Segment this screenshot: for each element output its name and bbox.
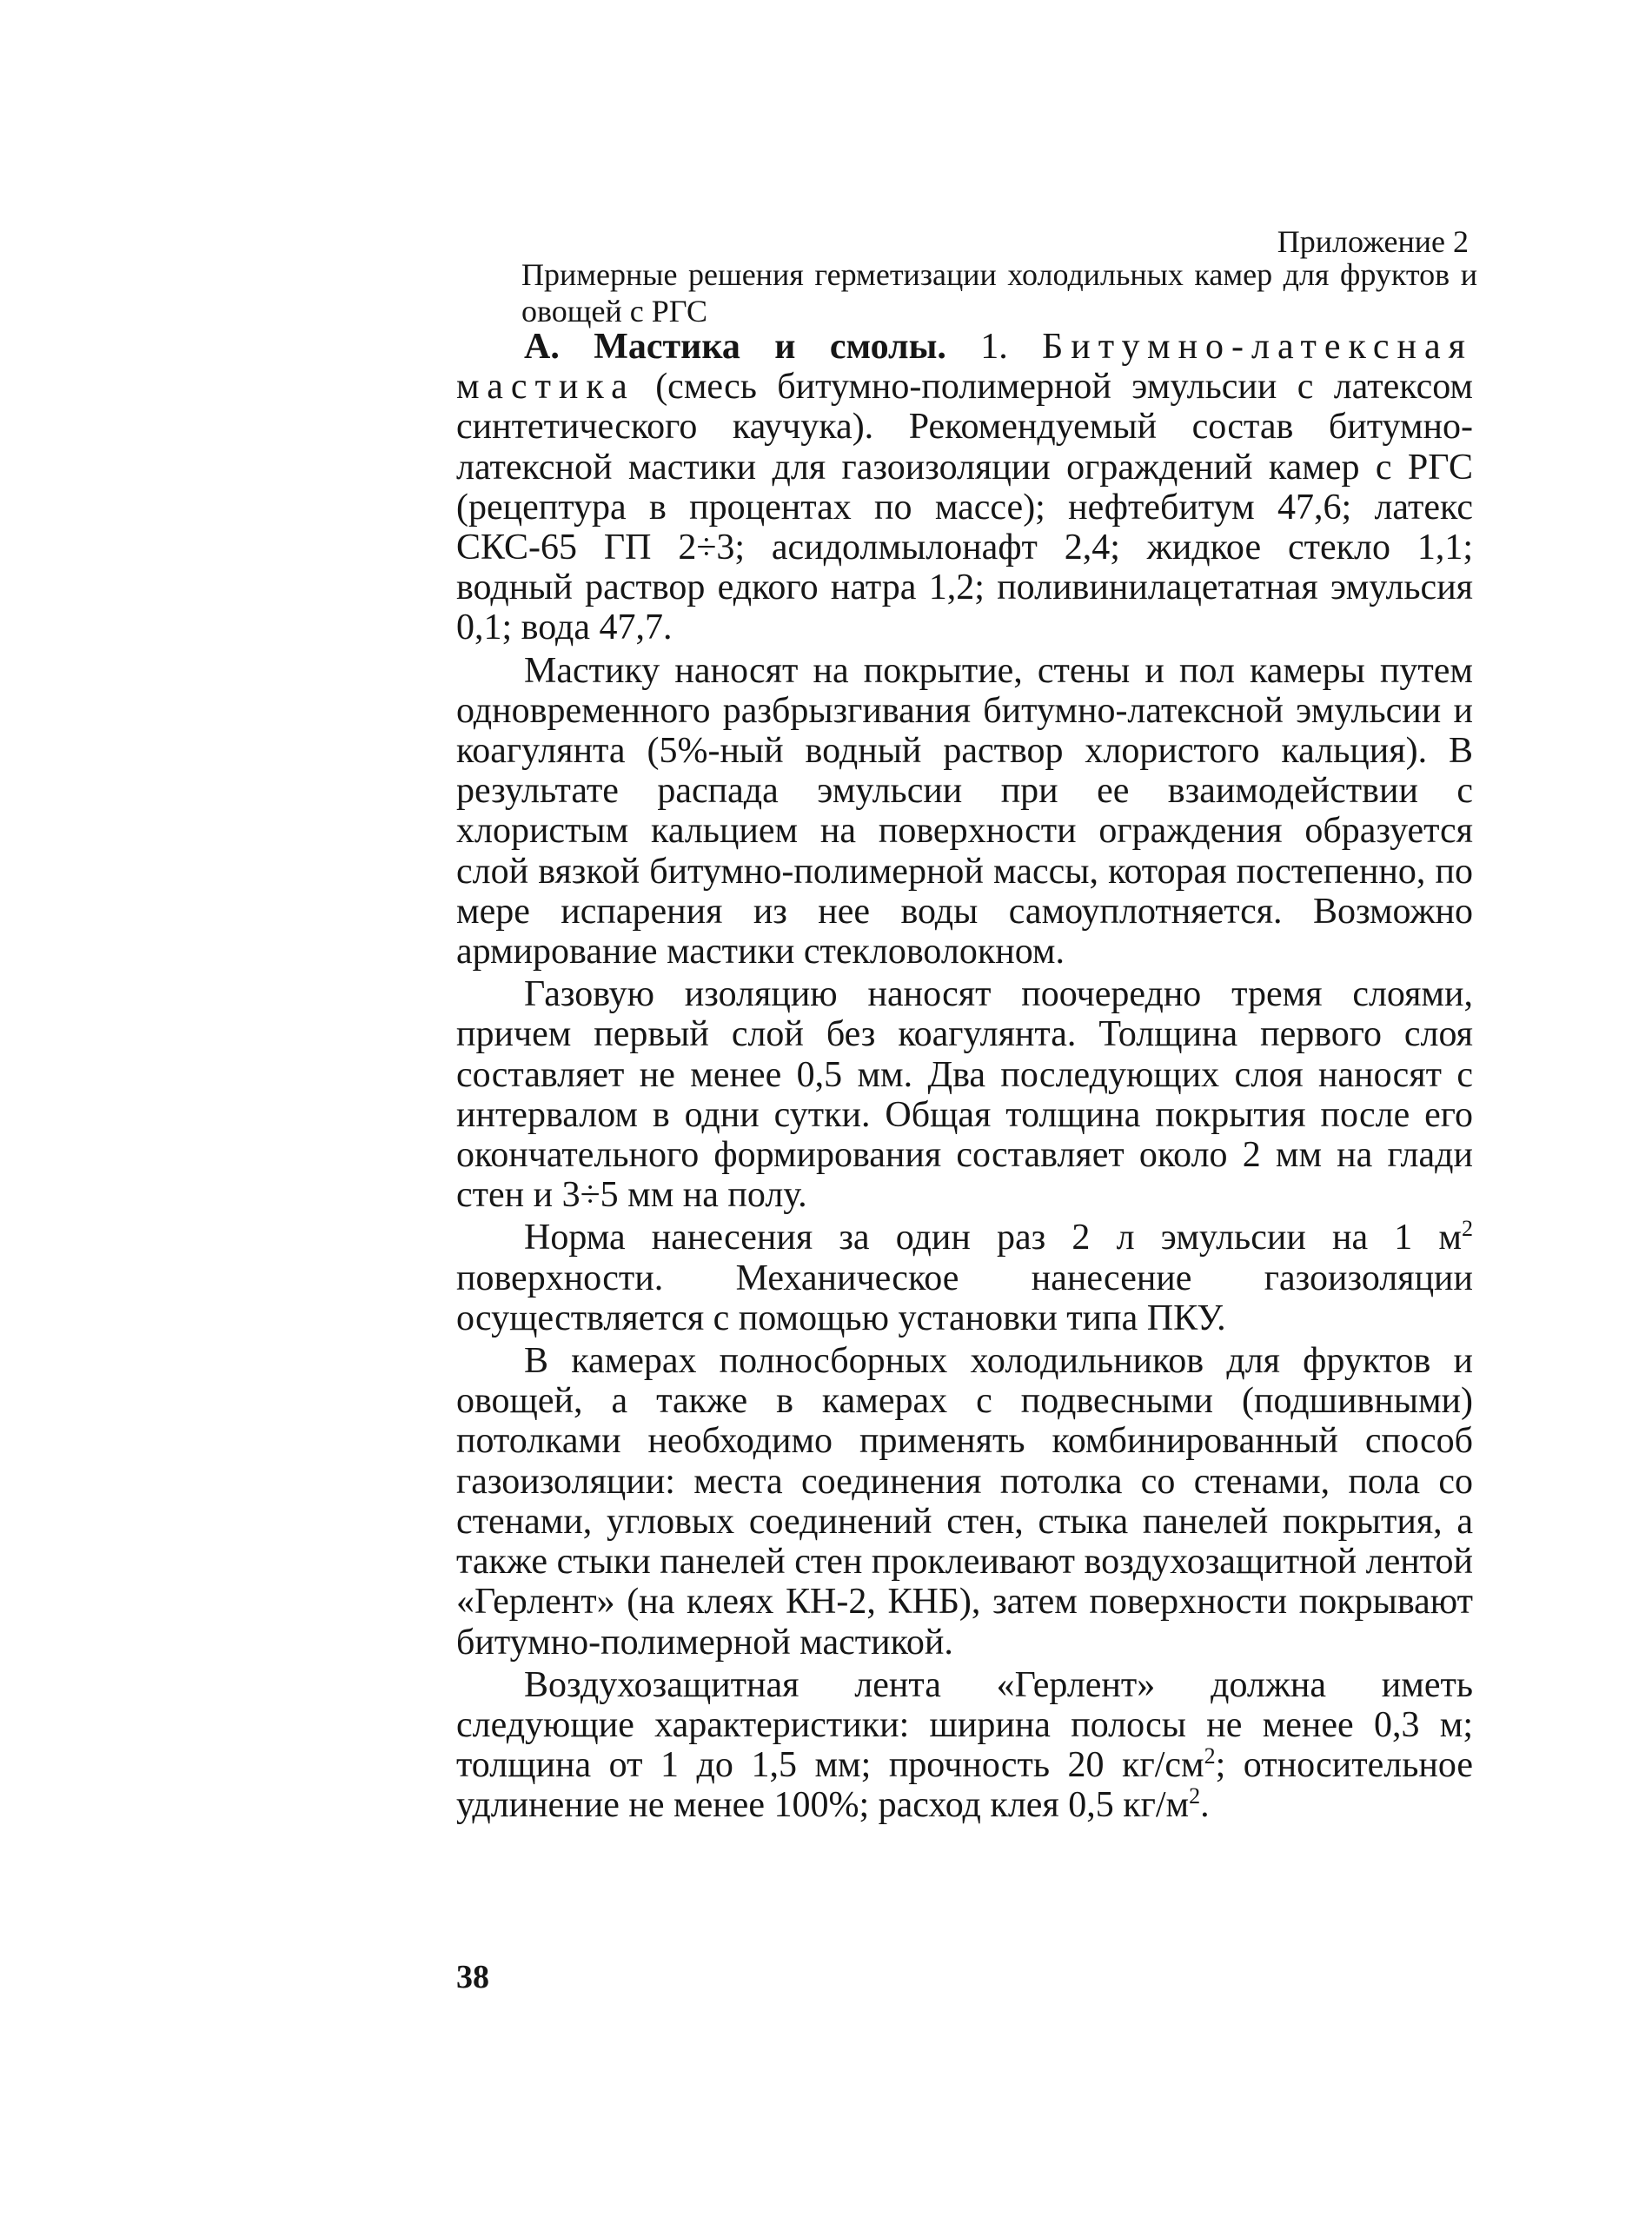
superscript: 2 [1462, 1216, 1473, 1242]
appendix-title: Примерные решения герметизации холодильных камер для фруктов и овощей с РГС [521, 257, 1477, 329]
page-number: 38 [456, 1959, 489, 1995]
tape-text-end: . [1200, 1785, 1210, 1826]
paragraph-mastic-composition [456, 327, 1473, 648]
paragraph-text: (смесь битумно-полимерной эмульсии с латексом синтетического каучука). Рекомендуемый состав битумно-латексной мастики для газоизоляции ограждений камер с РГС (рецептура в процентах по массе); нефтебитум 47,6; латекс СКС-65 ГП 2÷3; асидолмылонафт 2,4; жидкое стекло 1,1; водный раствор едкого натра 1,2; поливинилацетатная эмульсия 0,1; вода 47,7. [456, 367, 1473, 648]
body-text [456, 327, 1473, 1829]
paragraph-layers: Газовую изоляцию наносят поочередно тремя слоями, причем первый слой без коагулянта. Толщина первого слоя составляет не менее 0,5 мм. Два последующих слоя наносят с интервалом в одни сутки. Общая толщина покрытия после его окончательного формирования составляет около 2 мм на глади стен и 3÷5 мм на полу. [456, 974, 1473, 1216]
section-title: А. Мастика и смолы. [524, 327, 946, 367]
norm-text: Норма нанесения за один раз 2 л эмульсии на 1 м [524, 1218, 1462, 1258]
superscript: 2 [1204, 1743, 1216, 1769]
paragraph-norm [456, 1218, 1473, 1338]
tape-text: Воздухозащитная лента «Герлент» должна иметь следующие характеристики: ширина полосы не менее 0,3 м; толщина от 1 до 1,5 мм; прочность 20 кг/см [456, 1664, 1473, 1786]
item-term: Битумно-латексная мастика [456, 327, 1473, 408]
paragraph-application: Мастику наносят на покрытие, стены и пол камеры путем одновременного разбрызгивания битумно-латексной эмульсии и коагулянта (5%-ный водный раствор хлористого кальция). В результате распада эмульсии при ее взаимодействии с хлористым кальцием на поверхности ограждения образуется слой вязкой битумно-полимерной массы, которая постепенно, по мере испарения из нее воды самоуплотняется. Возможно армирование мастики стекловолокном. [456, 650, 1473, 972]
item-number: 1. [980, 327, 1008, 367]
paragraph-tape-characteristics [456, 1665, 1473, 1826]
norm-text-continued: поверхности. Механическое нанесение газоизоляции осуществляется с помощью установки типа ПКУ. [456, 1258, 1473, 1338]
tape-text-continued: ; относительное удлинение не менее 100%; расход клея 0,5 кг/м [456, 1745, 1473, 1826]
paragraph-combined-method: В камерах полносборных холодильников для фруктов и овощей, а также в камерах с подвесными (подшивными) потолками необходимо применять комбинированный способ газоизоляции: места соединения потолка со стенами, пола со стенами, угловых соединений стен, стыка панелей покрытия, а также стыки панелей стен проклеивают воздухозащитной лентой «Герлент» (на клеях КН-2, КНБ), затем поверхности покрывают битумно-полимерной мастикой. [456, 1341, 1473, 1663]
appendix-label: Приложение 2 [1277, 224, 1469, 259]
superscript: 2 [1189, 1783, 1201, 1809]
